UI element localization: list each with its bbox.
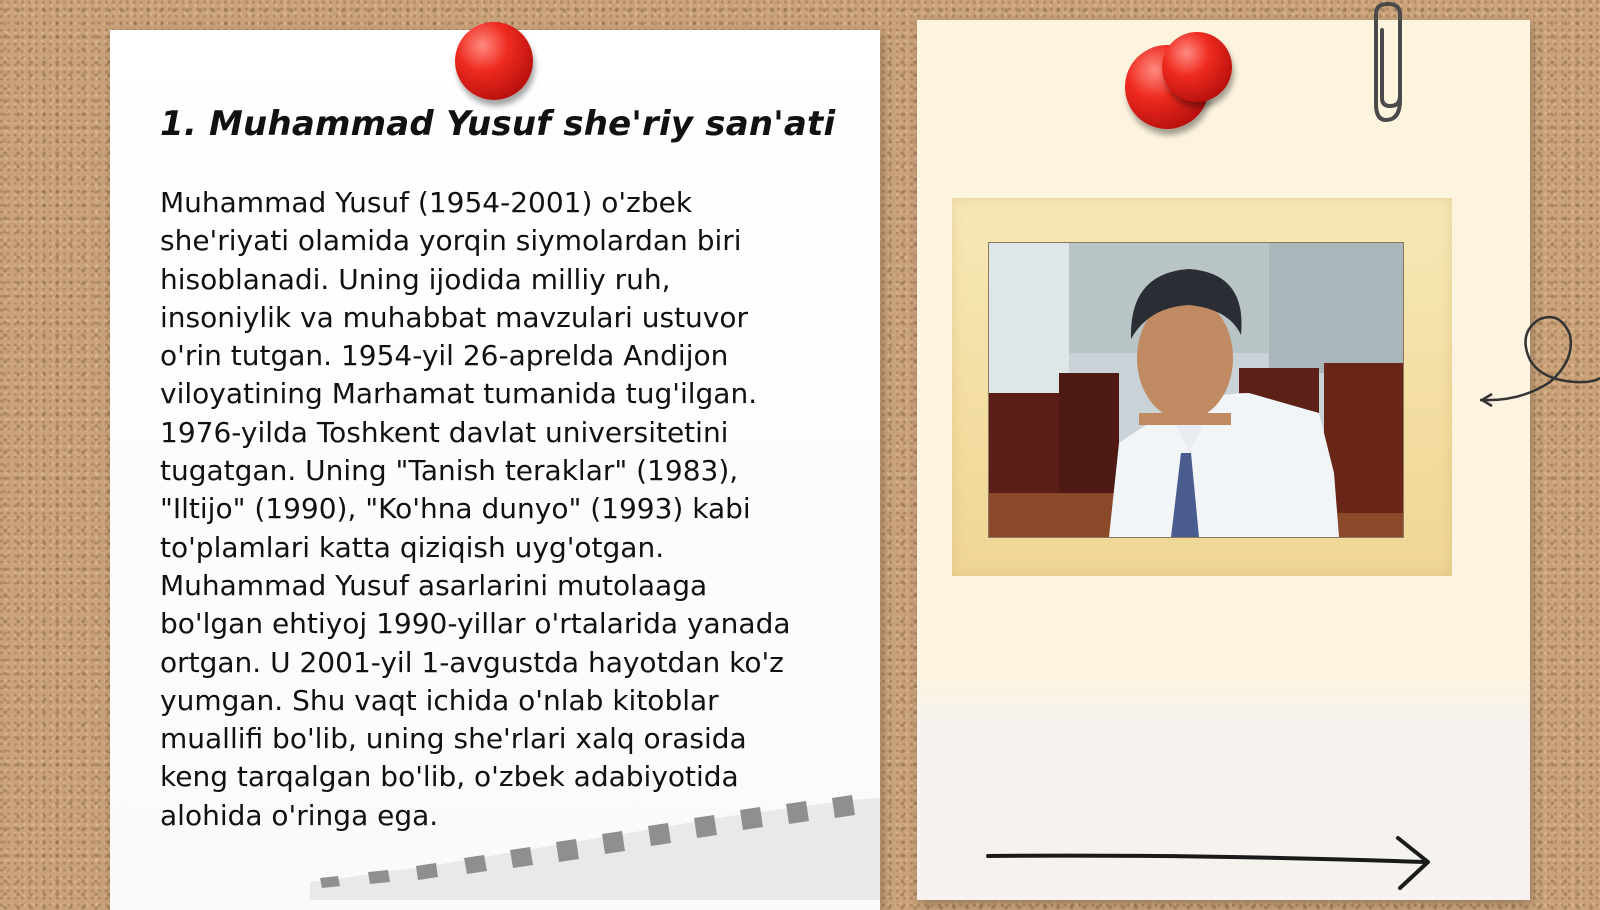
portrait-photo <box>988 242 1404 538</box>
pushpin-icon <box>455 22 533 100</box>
pushpin-icon <box>1162 32 1232 102</box>
curly-arrow-icon <box>1480 310 1600 410</box>
arrow-right-icon <box>986 830 1446 890</box>
paperclip-icon <box>1372 0 1412 130</box>
biography-text: Muhammad Yusuf (1954-2001) o'zbek she'riyati olamida yorqin siymolardan biri hisoblanadi. Uning ijodida milliy ruh, insoniylik va muhabbat mavzulari ustuvor o'rin tutgan. 1954-yil 26-aprelda Andijon viloyatining Marhamat tumanida tug'ilgan. 1976-yilda Toshkent davlat universitetini tugatgan. Uning "Tanish teraklar" (1983), "Iltijo" (1990), "Ko'hna dunyo" (1993) kabi to'plamlari katta qiziqish uyg'otgan. Muhammad Yusuf asarlarini mutolaaga bo'lgan ehtiyoj 1990-yillar o'rtalarida yanada ortgan. U 2001-yil 1-avgustda hayotdan ko'z yumgan. Shu vaqt ichida o'nlab kitoblar muallifi bo'lib, uning she'rlari xalq orasida keng tarqalgan bo'lib, o'zbek adabiyotida alohida o'ringa ega. <box>160 186 791 832</box>
section-title: 1. Muhammad Yusuf she'riy san'ati <box>160 104 836 144</box>
